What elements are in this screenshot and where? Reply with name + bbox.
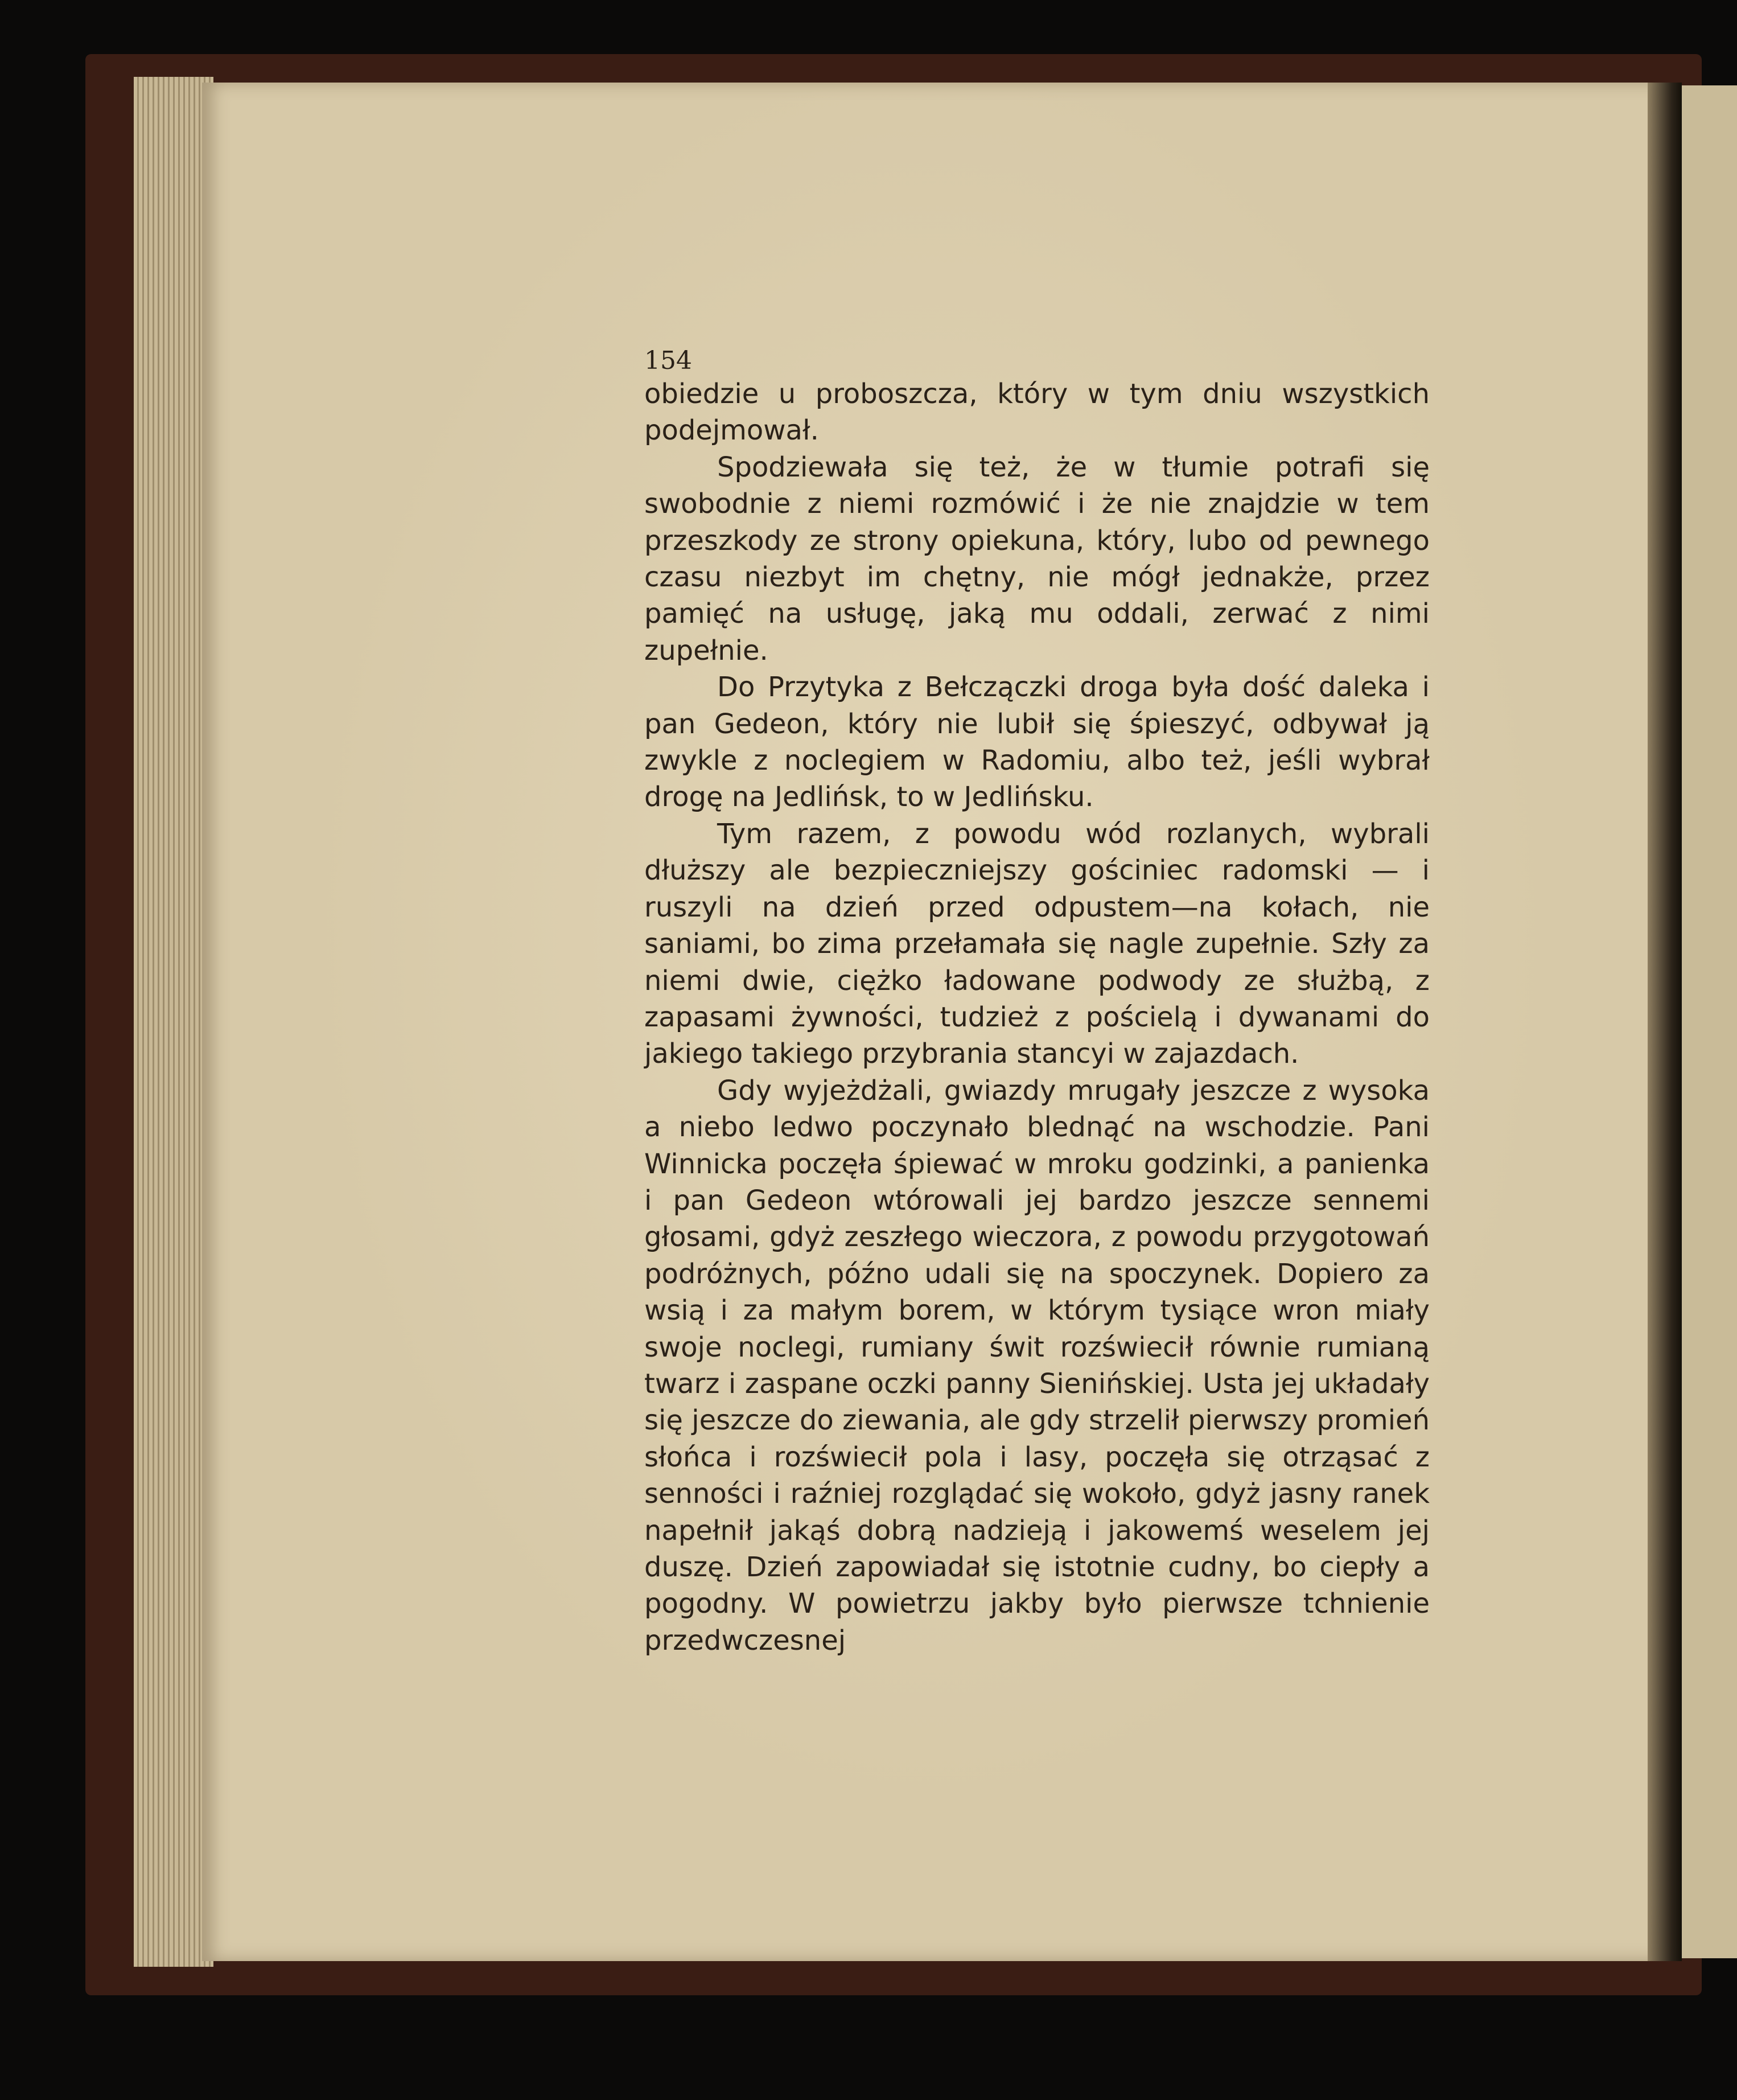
paragraph: Tym razem, z powodu wód rozlanych, wybrali dłuższy ale bezpieczniejszy gościniec radomski — i ruszyli na dzień przed odpustem—na kołach, nie saniami, bo zima przełamała się nagle zupełnie. Szły za niemi dwie, ciężko ładowane podwody ze służbą, z zapasami żywności, tudzież z pościelą i dywanami do jakiego takiego przybrania stancyi w zajazdach. [644,817,1430,1070]
paragraph: Do Przytyka z Bełczączki droga była dość daleka i pan Gedeon, który nie lubił się śpieszyć, odbywał ją zwykle z noclegiem w Radomiu, albo też, jeśli wybrał drogę na Jedlińsk, to w Jedlińsku. [644,671,1430,813]
paragraph: Spodziewała się też, że w tłumie potrafi się swobodnie z niemi rozmówić i że nie znajdzie w tem przeszkody ze strony opiekuna, który, lubo od pewnego czasu niezbyt im chętny, nie mógł jednakże, przez pamięć na usługę, jaką mu oddali, zerwać z nimi zupełnie. [644,451,1430,667]
facing-page-edge [1682,85,1737,1958]
page-edges [134,77,213,1967]
body-text [644,376,1430,1659]
paragraph: Gdy wyjeżdżali, gwiazdy mrugały jeszcze z wysoka a niebo ledwo poczynało blednąć na wschodzie. Pani Winnicka poczęła śpiewać w mroku godzinki, a panienka i pan Gedeon wtórowali jej bardzo jeszcze sennemi głosami, gdyż zeszłego wieczora, z powodu przygotowań podróżnych, późno udali się na spoczynek. Dopiero za wsią i za małym borem, w którym tysiące wron miały swoje noclegi, rumiany świt rozświecił równie rumianą twarz i zaspane oczki panny Sienińskiej. Usta jej układały się jeszcze do ziewania, ale gdy strzelił pierwszy promień słońca i rozświecił pola i lasy, poczęła się otrząsać z senności i raźniej rozglądać się wokoło, gdyż jasny ranek napełnił jakąś dobrą nadzieją i jakowemś weselem jej duszę. Dzień zapowiadał się istotnie cudny, bo ciepły a pogodny. W powietrzu jakby było pierwsze tchnienie przedwczesnej [644,1074,1430,1657]
paragraph: obiedzie u proboszcza, który w tym dniu wszystkich podejmował. [644,378,1430,447]
page-number: 154 [644,346,692,375]
book-gutter [1648,83,1682,1961]
